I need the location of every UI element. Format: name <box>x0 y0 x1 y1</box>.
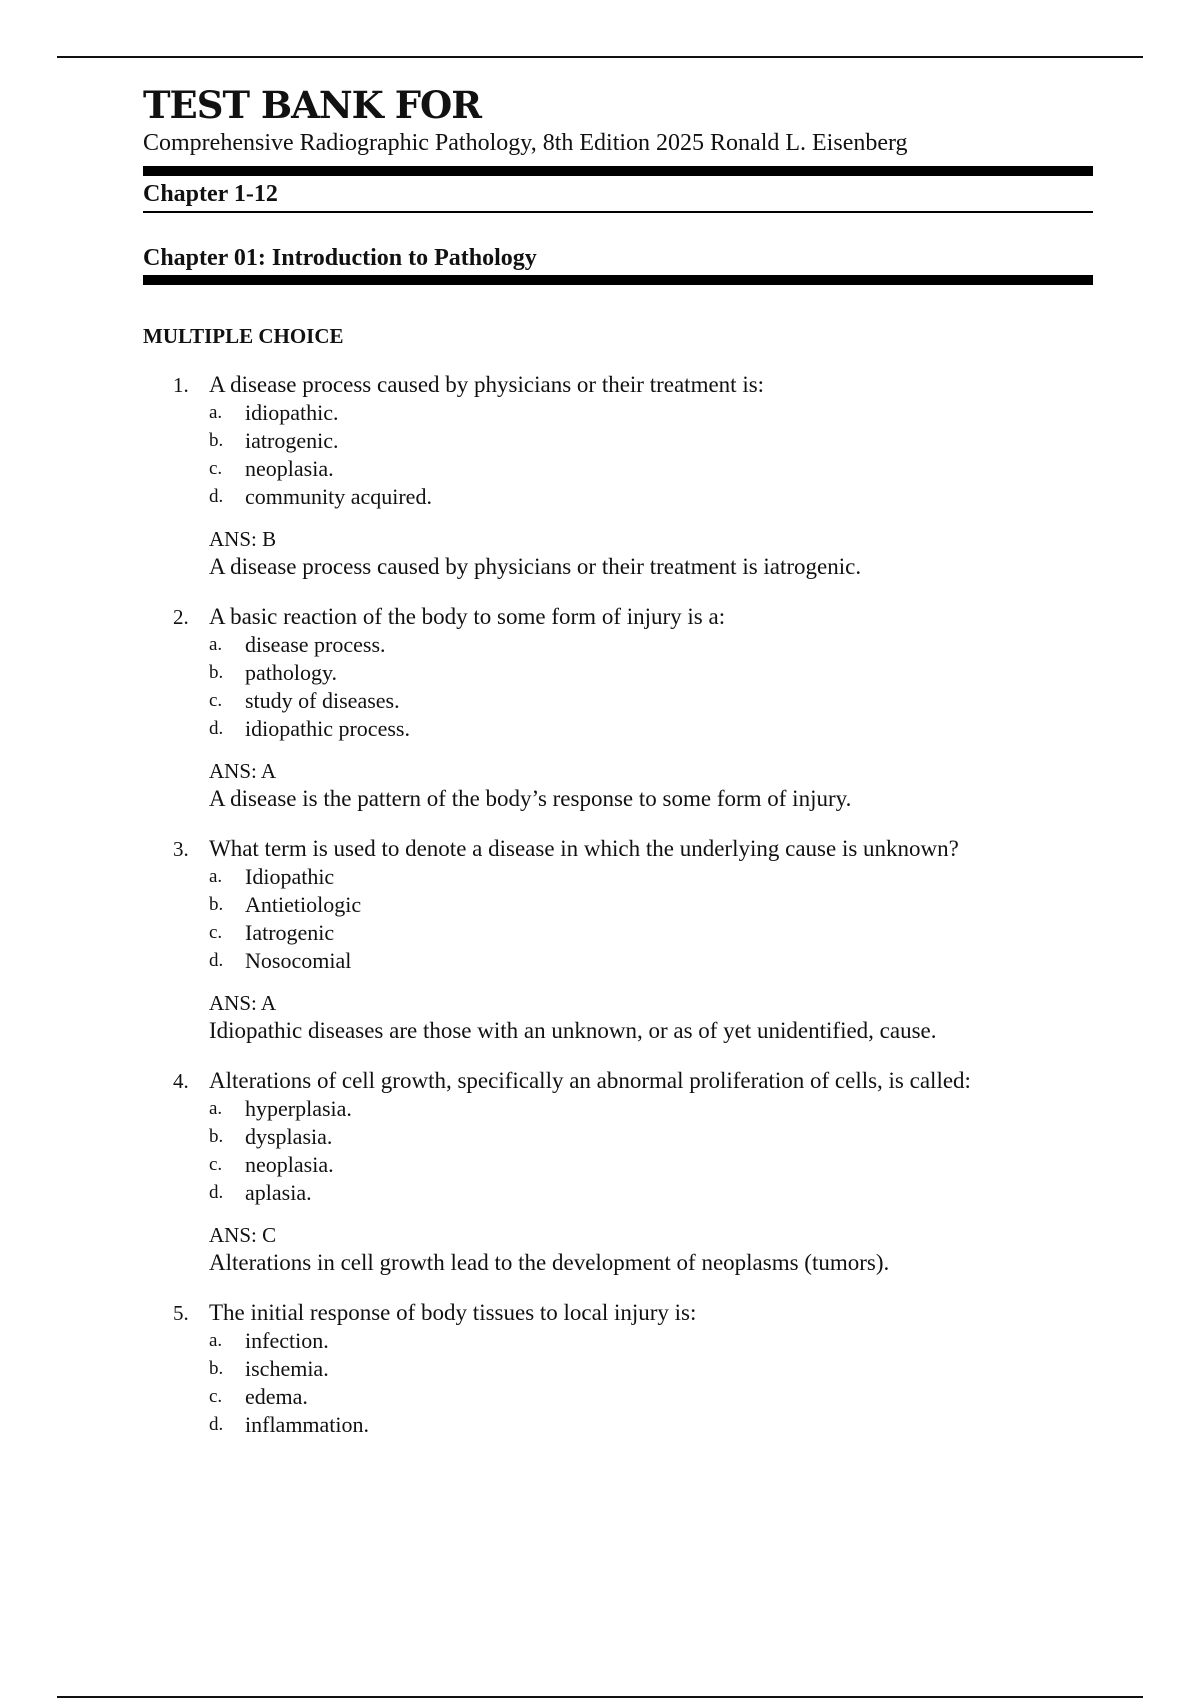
page-top-rule <box>57 56 1143 58</box>
answer-block <box>209 1221 1093 1277</box>
option-text: Nosocomial <box>245 948 352 973</box>
chapter-divider <box>143 275 1093 285</box>
option-letter: a. <box>209 866 223 887</box>
option-letter: b. <box>209 1126 224 1147</box>
option-letter: a. <box>209 402 223 423</box>
option-text: Antietiologic <box>245 892 362 917</box>
answer-option <box>209 427 1093 455</box>
question-number: 2. <box>173 605 189 629</box>
option-text: ischemia. <box>245 1356 329 1381</box>
option-text: idiopathic. <box>245 400 339 425</box>
option-text: study of diseases. <box>245 688 400 713</box>
document-page <box>143 82 1093 1461</box>
option-text: dysplasia. <box>245 1124 333 1149</box>
question-item <box>143 1299 1093 1439</box>
option-letter: a. <box>209 634 223 655</box>
option-text: hyperplasia. <box>245 1096 352 1121</box>
option-letter: b. <box>209 430 224 451</box>
option-text: Idiopathic <box>245 864 335 889</box>
option-text: neoplasia. <box>245 456 334 481</box>
option-text: idiopathic process. <box>245 716 410 741</box>
question-number: 5. <box>173 1301 189 1325</box>
question-item <box>143 835 1093 1045</box>
option-text: pathology. <box>245 660 338 685</box>
document-subtitle: Comprehensive Radiographic Pathology, 8th Edition 2025 Ronald L. Eisenberg <box>143 130 908 156</box>
answer-option <box>209 1123 1093 1151</box>
answer-option <box>209 715 1093 743</box>
question-stem: A basic reaction of the body to some form of injury is a: <box>209 604 726 629</box>
answer-rationale: Alterations in cell growth lead to the development of neoplasms (tumors). <box>209 1250 890 1275</box>
answer-rationale: Idiopathic diseases are those with an unknown, or as of yet unidentified, cause. <box>209 1018 937 1043</box>
answer-rationale: A disease is the pattern of the body’s response to some form of injury. <box>209 786 852 811</box>
question-number: 3. <box>173 837 189 861</box>
option-text: inflammation. <box>245 1412 370 1437</box>
question-number: 4. <box>173 1069 189 1093</box>
answer-option <box>209 455 1093 483</box>
answer-key: ANS: A <box>209 759 277 783</box>
answer-option <box>209 1327 1093 1355</box>
option-letter: c. <box>209 1154 223 1175</box>
section-title: MULTIPLE CHOICE <box>143 324 344 348</box>
option-text: edema. <box>245 1384 308 1409</box>
question-item <box>143 371 1093 581</box>
answer-option <box>209 399 1093 427</box>
question-stem: A disease process caused by physicians or their treatment is: <box>209 372 765 397</box>
title-divider <box>143 166 1093 176</box>
option-text: neoplasia. <box>245 1152 334 1177</box>
answer-option <box>209 1095 1093 1123</box>
option-letter: d. <box>209 486 224 507</box>
page-bottom-rule <box>57 1696 1143 1698</box>
option-text: community acquired. <box>245 484 432 509</box>
option-letter: b. <box>209 1358 224 1379</box>
option-text: disease process. <box>245 632 386 657</box>
option-letter: b. <box>209 894 224 915</box>
question-stem: The initial response of body tissues to local injury is: <box>209 1300 697 1325</box>
chapter-range: Chapter 1-12 <box>143 181 278 207</box>
answer-key: ANS: C <box>209 1223 277 1247</box>
option-letter: d. <box>209 950 224 971</box>
question-stem: Alterations of cell growth, specifically an abnormal proliferation of cells, is called: <box>209 1068 971 1093</box>
answer-block <box>209 757 1093 813</box>
answer-option <box>209 1151 1093 1179</box>
answer-option <box>209 1383 1093 1411</box>
question-item <box>143 1067 1093 1277</box>
answer-option <box>209 863 1093 891</box>
answer-key: ANS: A <box>209 991 277 1015</box>
option-letter: c. <box>209 690 223 711</box>
question-stem: What term is used to denote a disease in which the underlying cause is unknown? <box>209 836 959 861</box>
option-text: aplasia. <box>245 1180 312 1205</box>
document-title: TEST BANK FOR <box>143 83 481 127</box>
option-text: Iatrogenic <box>245 920 335 945</box>
option-letter: b. <box>209 662 224 683</box>
option-letter: d. <box>209 1414 224 1435</box>
chapter-range-divider <box>143 211 1093 213</box>
answer-option <box>209 659 1093 687</box>
answer-option <box>209 483 1093 511</box>
answer-option <box>209 1179 1093 1207</box>
answer-option <box>209 1411 1093 1439</box>
answer-option <box>209 631 1093 659</box>
answer-option <box>209 947 1093 975</box>
option-text: infection. <box>245 1328 329 1353</box>
chapter-title: Chapter 01: Introduction to Pathology <box>143 245 537 271</box>
answer-block <box>209 989 1093 1045</box>
option-letter: a. <box>209 1098 223 1119</box>
answer-rationale: A disease process caused by physicians or their treatment is iatrogenic. <box>209 554 862 579</box>
answer-block <box>209 525 1093 581</box>
question-item <box>143 603 1093 813</box>
option-text: iatrogenic. <box>245 428 339 453</box>
option-letter: c. <box>209 922 223 943</box>
question-list <box>143 371 1093 1439</box>
question-number: 1. <box>173 373 189 397</box>
option-letter: d. <box>209 718 224 739</box>
answer-key: ANS: B <box>209 527 277 551</box>
option-letter: d. <box>209 1182 224 1203</box>
answer-option <box>209 891 1093 919</box>
answer-option <box>209 1355 1093 1383</box>
option-letter: c. <box>209 458 223 479</box>
option-letter: a. <box>209 1330 223 1351</box>
answer-option <box>209 919 1093 947</box>
option-letter: c. <box>209 1386 223 1407</box>
answer-option <box>209 687 1093 715</box>
